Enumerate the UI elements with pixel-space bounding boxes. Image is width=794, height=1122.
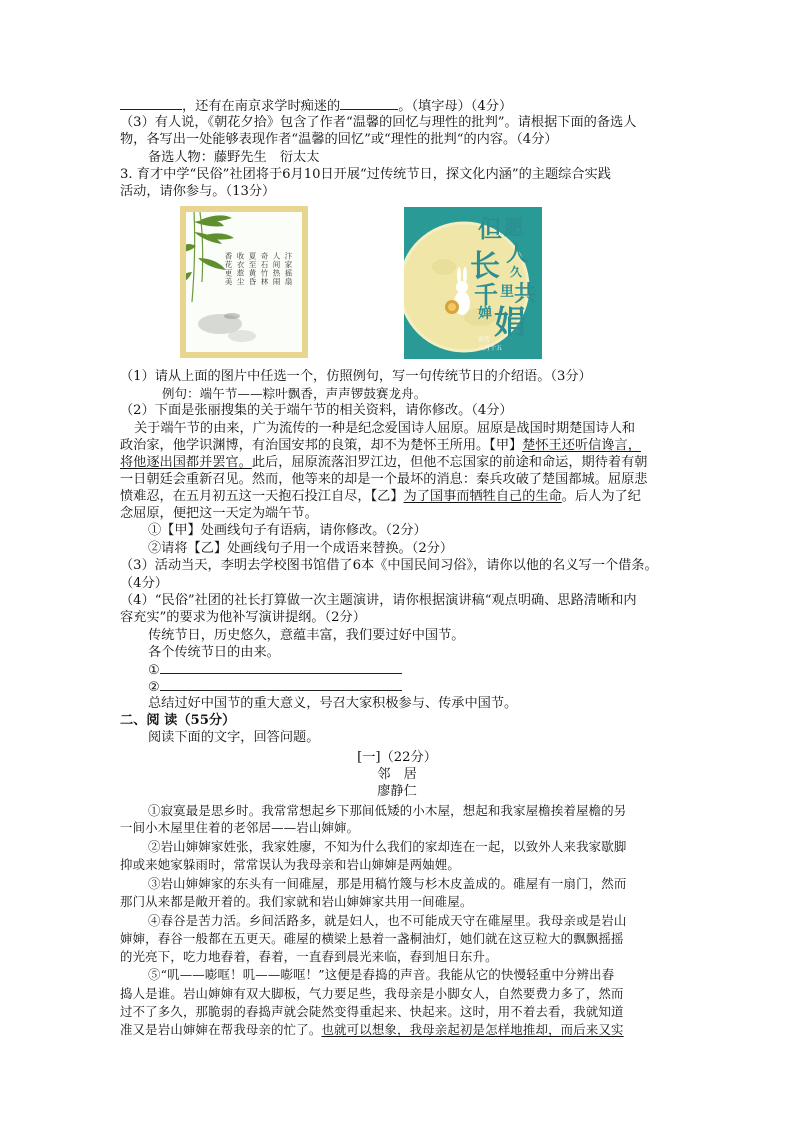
material-p1: 关于端午节的由来，广为流传的一种是纪念爱国诗人屈原。屈原是战国时期楚国诗人和	[134, 421, 636, 436]
title-char: 婵	[478, 306, 492, 322]
essay-p4: ④春谷是苦力活。乡间活路多，就是妇人，也不可能成天守在碓屋里。我母亲或是岩山	[148, 913, 627, 928]
outline-point2: 各个传统节日的由来。	[148, 645, 280, 660]
blank-marker: ②	[148, 680, 160, 695]
q2-text: ，还有在南京求学时痴迷的	[182, 99, 341, 114]
essay-p5: ⑤“叽——嘭哐！叽——嘭哐！”这便是舂捣的声音。我能从它的快慢轻重中分辨出舂	[148, 967, 615, 982]
sub1-line: （1）请从上面的图片中任选一个，仿照例句，写一句传统节日的介绍语。（3分）	[120, 369, 592, 384]
underlined-sentence: 也就可以想象，我母亲起初是怎样地推却，而后来又实	[321, 1022, 624, 1037]
material-p4: 一日朝廷会重新召见。然而，他等来的却是一个最坏的消息：秦兵攻破了楚国都城。屈原悲	[120, 472, 648, 487]
title-char: 愿	[504, 215, 524, 239]
essay-p5: 捣人是谁。岩山婶婶有双大脚板，气力要足些，我母亲是小脚女人，自然要费力多了，然而	[120, 986, 624, 1001]
q3-3-line1: （3）有人说，《朝花夕拾》包含了作者“温馨的回忆与理性的批判”。请根据下面的备选人	[120, 115, 637, 130]
sub1-example: 例句：端午节——粽叶飘香，声声锣鼓赛龙舟。	[162, 386, 427, 401]
poem-col: 奇石竹林	[260, 252, 269, 286]
sub2-line: （2）下面是张丽搜集的关于端午节的相关资料，请你修改。（4分）	[120, 403, 513, 418]
sub4-line2: 容充实”的要求为他补写演讲提纲。（2分）	[120, 610, 366, 625]
essay-text: 准又是岩山婶婶在帮我母亲的忙了。	[120, 1022, 322, 1037]
q3-line1: 3. 育才中学“民俗”社团将于6月10日开展“过传统节日，探文化内涵”的主题综合实践	[120, 167, 611, 182]
essay-p4: 婶婶，舂谷一般都在五更天。碓屋的横梁上悬着一盏桐油灯，她们就在这豆粒大的飘飘摇摇	[120, 931, 624, 946]
lunar-label: 农历	[478, 336, 491, 343]
answer-blank[interactable]	[340, 97, 398, 110]
essay-p5: 过不了多久，那脆弱的舂捣声就会陡然变得重起来、快起来。这时，用不着去看，我就知道	[120, 1004, 624, 1019]
material-p5	[120, 488, 641, 505]
essay-p1: ①寂寞最是思乡时。我常常想起乡下那间低矮的小木屋，想起和我家屋檐挨着屋檐的另	[148, 803, 627, 818]
underlined-sentence-jia: 楚怀王还听信谗言，	[522, 438, 641, 453]
material-p6: 念屈原，便把这一天定为端午节。	[120, 506, 318, 521]
q2-tail-line	[120, 97, 512, 115]
sub3-line1: （3）活动当天，李明去学校图书馆借了6本《中国民间习俗》，请你以他的名义写一个借条。	[120, 558, 658, 573]
title-char: 长	[470, 249, 500, 284]
answer-blank[interactable]	[160, 661, 402, 674]
material-text: 。后人为了纪	[561, 489, 641, 504]
essay-p2: ②岩山婶婶家姓张，我家姓廖，不知为什么我们的家却连在一起，以致外人来我家歇脚	[148, 839, 627, 854]
essay-p4: 的光亮下，吃力地舂着，舂着，一直舂到晨光来临，舂到旭日东升。	[120, 949, 498, 964]
answer-blank[interactable]	[120, 97, 182, 110]
poem-col: 夏至黄昏	[248, 252, 257, 286]
title-char: 久	[510, 265, 523, 279]
title-char: 人	[506, 242, 529, 267]
poem-col: 人间热闹	[272, 252, 281, 286]
poem-col: 收衣惹尘	[236, 252, 245, 286]
material-p3	[120, 454, 648, 471]
underlined-sentence-yi: 为了国事而牺牲自己的生命	[403, 489, 562, 504]
essay-p5	[120, 1021, 624, 1038]
q2-points: 。（填字母）（4分）	[398, 99, 513, 114]
outline-point3: 总结过好中国节的重大意义，号召大家积极参与、传承中国节。	[148, 696, 518, 711]
material-text: 此后，屈原流落汨罗江边，但他不忘国家的前途和命运，期待着有朝	[251, 455, 648, 470]
essay-title: 邻 居	[377, 767, 417, 782]
sub2-b: ②请将【乙】处画线句子用一个成语来替换。（2分）	[148, 541, 454, 556]
mid-autumn-moon-image	[404, 207, 542, 359]
material-text: 政治家，他学识渊博，有治国安邦的良策，却不为楚怀王所用。【甲】	[120, 438, 523, 453]
blank-marker: ①	[148, 663, 160, 678]
material-text: 愤难忍，在五月初五这一天抱石投江自尽，【乙】	[120, 489, 404, 504]
sub2-a: ①【甲】处画线句子有语病，请你修改。（2分）	[148, 523, 427, 538]
essay-p1: 一间小木屋里住着的老邻居——岩山婶婶。	[120, 820, 360, 835]
essay-author: 廖静仁	[377, 784, 417, 799]
section-heading: 二、阅 读（55分）	[120, 713, 236, 728]
section-intro: 阅读下面的文字，回答问题。	[148, 730, 320, 745]
title-char: 娟	[494, 303, 527, 341]
title-char: 但	[478, 215, 502, 243]
q3-line2: 活动，请你参与。（13分）	[120, 184, 276, 199]
candidate-characters: 备选人物：藤野先生 衍太太	[148, 150, 320, 165]
material-p2	[120, 437, 641, 454]
date-label: 八月十五	[478, 345, 503, 352]
outline-point1: 传统节日，历史悠久，意蕴丰富，我们要过好中国节。	[148, 628, 465, 643]
answer-blank[interactable]	[160, 678, 402, 691]
poem-col: 香花更美	[224, 252, 233, 286]
sub4-line1: （4）“民俗”社团的社长打算做一次主题演讲，请你根据演讲稿“观点明确、思路清晰和内	[120, 593, 637, 608]
essay-p3: 那门从来都是敞开着的。我们家就和岩山婶婶家共用一间碓屋。	[120, 894, 473, 909]
outline-blank1	[148, 661, 402, 679]
dragon-boat-poem-image	[180, 206, 308, 358]
essay-p3: ③岩山婶婶家的东头有一间碓屋，那是用稿竹篾与杉木皮盖成的。碓屋有一扇门，然而	[148, 876, 627, 891]
q3-3-line2: 物，各写出一处能够表现作者“温馨的回忆”或“理性的批判“的内容。（4分）	[120, 132, 558, 147]
part-label: [一]（22分）	[357, 750, 437, 765]
underlined-sentence-jia: 将他逐出国都并罢官。	[120, 455, 252, 470]
essay-p2: 抑或来她家躲雨时，常常误认为我母亲和岩山婶婶是两妯娌。	[120, 857, 460, 872]
outline-blank2	[148, 678, 402, 696]
sub3-line2: （4分）	[120, 576, 168, 591]
title-char: 里	[500, 284, 514, 300]
title-char: 千	[474, 281, 498, 309]
poem-col: 汴家摇扇	[284, 252, 293, 286]
title-char: 共	[514, 282, 537, 307]
